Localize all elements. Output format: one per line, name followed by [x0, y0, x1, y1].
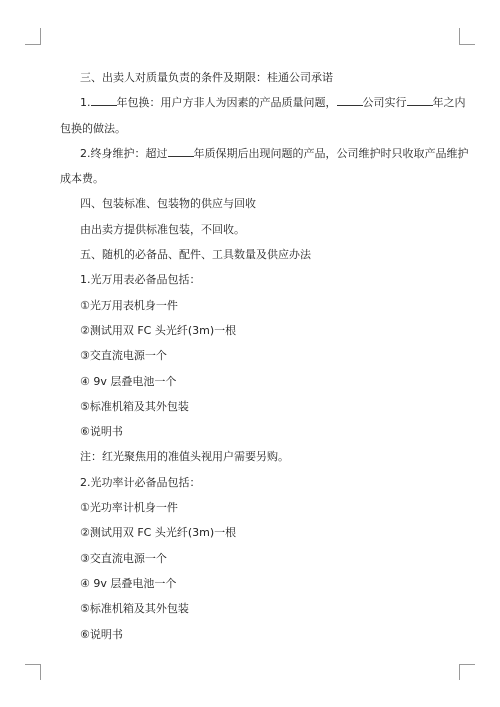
list-item: ①光功率计机身一件: [80, 501, 178, 515]
blank-field: [407, 94, 433, 106]
item1-line: [80, 90, 466, 115]
crop-mark-top-right: [459, 44, 475, 45]
list-item: ②测试用双 FC 头光纤(3m)一根: [80, 526, 237, 540]
list-item: ④ 9v 层叠电池一个: [80, 374, 177, 388]
item1-part3: 年之内: [432, 96, 466, 110]
list1-title: 1.光万用表必备品包括：: [80, 273, 201, 287]
list-item: ⑥说明书: [80, 425, 123, 439]
item1-part1: 年包换：用户方非人为因素的产品质量问题，: [116, 96, 337, 110]
crop-mark-top-left: [40, 28, 41, 44]
section3-heading: 三、出卖人对质量负责的条件及期限：桂通公司承诺: [80, 71, 333, 84]
item2-continuation: 成本费。: [60, 172, 104, 186]
blank-field: [91, 94, 117, 106]
list-item: ⑥说明书: [80, 627, 123, 641]
item2-line: [80, 141, 469, 166]
list-item: ②测试用双 FC 头光纤(3m)一根: [80, 323, 237, 337]
crop-mark-bottom-right: [459, 664, 475, 665]
list-item: ③交直流电源一个: [80, 349, 167, 363]
crop-mark-bottom-left: [40, 664, 41, 680]
list-item: ③交直流电源一个: [80, 551, 167, 565]
section4-text: 由出卖方提供标准包装，不回收。: [80, 222, 245, 236]
note-text: 注：红光聚焦用的准值头视用户需要另购。: [80, 450, 289, 464]
item2-prefix: 2.终身维护：超过: [80, 146, 168, 160]
item1-prefix: 1.: [80, 96, 91, 110]
item1-continuation: 包换的做法。: [60, 121, 126, 135]
section5-heading: 五、随机的必备品、配件、工具数量及供应办法: [80, 248, 311, 262]
crop-mark-bottom-right: [459, 664, 460, 680]
item1-part2: 公司实行: [362, 96, 407, 110]
list-item: ①光万用表机身一件: [80, 298, 178, 312]
blank-field: [168, 145, 194, 157]
list2-title: 2.光功率计必备品包括：: [80, 475, 201, 489]
crop-mark-bottom-left: [25, 664, 41, 665]
crop-mark-top-right: [459, 28, 460, 44]
section4-heading: 四、包装标准、包装物的供应与回收: [80, 197, 256, 211]
document-body: [60, 65, 469, 647]
blank-field: [337, 94, 363, 106]
crop-mark-top-left: [25, 44, 41, 45]
item2-part1: 年质保期后出现问题的产品，公司维护时只收取产品维护: [193, 146, 469, 160]
list-item: ④ 9v 层叠电池一个: [80, 576, 177, 590]
list-item: ⑤标准机箱及其外包装: [80, 602, 189, 616]
list-item: ⑤标准机箱及其外包装: [80, 399, 189, 413]
